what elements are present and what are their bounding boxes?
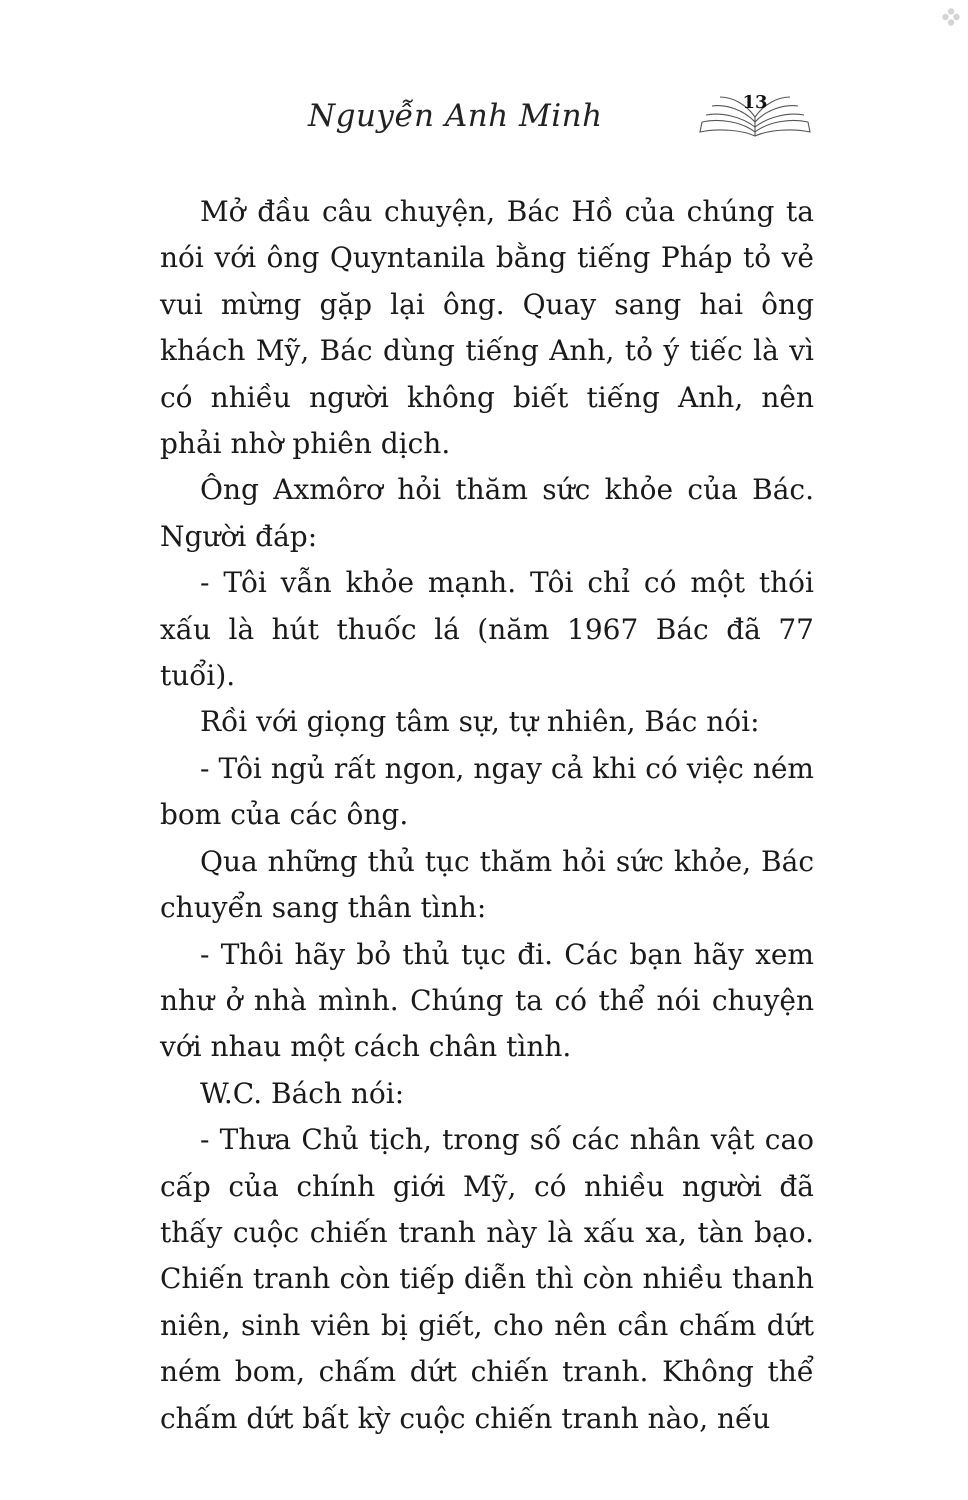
paragraph: - Tôi vẫn khỏe mạnh. Tôi chỉ có một thói xấu là hút thuốc lá (năm 1967 Bác đã 77 tuổi). <box>160 566 814 693</box>
page-header <box>0 88 968 148</box>
paragraph: - Thưa Chủ tịch, trong số các nhân vật cao cấp của chính giới Mỹ, có nhiều người đã thấy cuộc chiến tranh này là xấu xa, tàn bạo. Chiến tranh còn tiếp diễn thì còn nhiều thanh niên, sinh viên bị giết, cho nên cần chấm dứt ném bom, chấm dứt chiến tranh. Không thể chấm dứt bất kỳ cuộc chiến tranh nào, nếu <box>160 1123 814 1435</box>
paragraph: W.C. Bách nói: <box>200 1076 405 1110</box>
paragraph: - Thôi hãy bỏ thủ tục đi. Các bạn hãy xem như ở nhà mình. Chúng ta có thể nói chuyện với nhau một cách chân tình. <box>160 937 814 1064</box>
page-number: 13 <box>742 92 768 113</box>
paragraph: Qua những thủ tục thăm hỏi sức khỏe, Bác chuyển sang thân tình: <box>160 844 814 925</box>
paragraph: Ông Axmôrơ hỏi thăm sức khỏe của Bác. Người đáp: <box>160 473 814 553</box>
paragraph: Mở đầu câu chuyện, Bác Hồ của chúng ta nói với ông Quyntanila bằng tiếng Pháp tỏ vẻ vui mừng gặp lại ông. Quay sang hai ông khách Mỹ, Bác dùng tiếng Anh, tỏ ý tiếc là vì có nhiều người không biết tiếng Anh, nên phải nhờ phiên dịch. <box>160 195 814 461</box>
paragraph: - Tôi ngủ rất ngon, ngay cả khi có việc ném bom của các ông. <box>160 751 814 832</box>
body-text <box>160 189 814 1442</box>
flower-icon <box>940 6 962 28</box>
paragraph: Rồi với giọng tâm sự, tự nhiên, Bác nói: <box>200 705 760 739</box>
running-head-author: Nguyễn Anh Minh <box>308 98 603 134</box>
